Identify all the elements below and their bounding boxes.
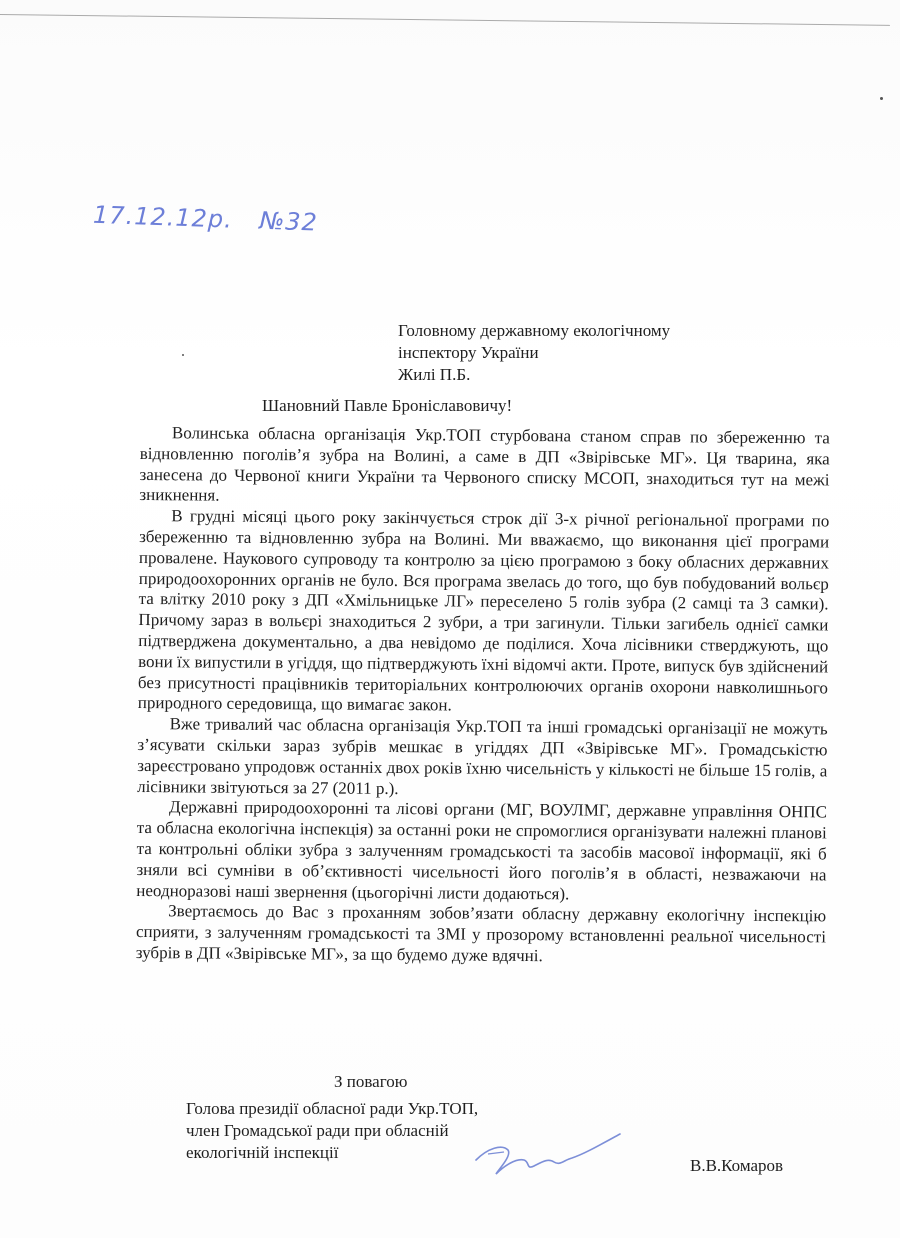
body-paragraph: Волинська обласна організація Укр.ТОП стурбована станом справ по збереженню та відновленню поголів’я зубра на Волині, а саме в ДП «Звірівське МГ». Ця тварина, яка занесена до Червоної книги України та Червоного списку МСОП, знаходиться тут на межі зникнення. (139, 423, 830, 506)
body-paragraph: В грудні місяці цього року закінчується строк дії 3-х річної регіональної програми по збереженню та відновленню зубра на Волині. Ми вважаємо, що виконання цієї програми провалене. Наукового супроводу та контролю за цією програмою з боку обласних державних природоохоронних органів не було. Вся програма звелась до того, що був побудований вольєр та влітку 2010 року з ДП «Хмільницьке ЛГ» переселено 5 голів зубра (2 самці та 3 самки). Причому зараз в вольєрі знаходиться 2 зубри, а три загинули. Тільки загибель однієї самки підтверджена документально, а два невідомо де поділися. Хоча лісівники стверджують, що вони їх випустили в угіддя, що підтверджують їхні відомчі акти. Проте, випуск був здійснений без присутності працівників територіальних контролюючих органів охорони навколишнього природного середовища, що вимагає закон. (137, 506, 830, 715)
addressee-line: Головному державному екологічному (398, 321, 671, 340)
handwritten-registration (93, 201, 337, 237)
body-paragraph: Державні природоохоронні та лісові органи (МГ, ВОУЛМГ, державне управління ОНПС та обласна екологічна інспекція) за останні роки не спромоглися організувати належні планові та контрольні обліки зубра з залученням громадськості та засобів масової інформації, які б зняли всі сумніви в об’єктивності чисельності його поголів’я в області, незважаючи на неодноразові наші звернення (цьогорічні листи додаються). (136, 797, 828, 903)
letter-body (136, 423, 830, 969)
addressee-line: Жилі П.Б. (398, 365, 471, 384)
scan-speck (880, 97, 883, 100)
registration-number: №32 (258, 206, 319, 237)
signatory-title-line: екологічній інспекції (186, 1143, 339, 1162)
closing: З повагою (334, 1072, 408, 1091)
body-paragraph: Звертаємось до Вас з проханням зобов’язати обласну державну екологічну інспекцію сприяти, з залученням громадськості та ЗМІ у прозорому встановленні реальної чисельності зубрів в ДП «Звірівське МГ», за що будемо дуже вдячні. (135, 901, 827, 966)
signatory-title-line: член Громадської ради при обласній (186, 1121, 449, 1140)
signatory-title-block (186, 1098, 478, 1164)
registration-date: 17.12.12р. (92, 200, 234, 234)
addressee-line: інспектору України (398, 343, 539, 362)
scan-edge-line (0, 14, 890, 26)
scan-speck (182, 354, 184, 356)
addressee-block (398, 320, 670, 386)
signatory-title-line: Голова президії обласної ради Укр.ТОП, (186, 1099, 479, 1118)
body-paragraph: Вже тривалий час обласна організація Укр.ТОП та інші громадські організації не можуть з’ясувати скільки зараз зубрів мешкає в угіддях ДП «Звірівське МГ». Громадськістю зареєстровано упродовж останніх двох років їхню чисельність у кількості не більше 15 голів, а лісівники звітуються за 27 (2011 р.). (137, 714, 828, 798)
greeting: Шановний Павле Броніславовичу! (262, 396, 513, 415)
handwritten-signature (468, 1130, 628, 1180)
signer-name: В.В.Комаров (690, 1156, 784, 1175)
